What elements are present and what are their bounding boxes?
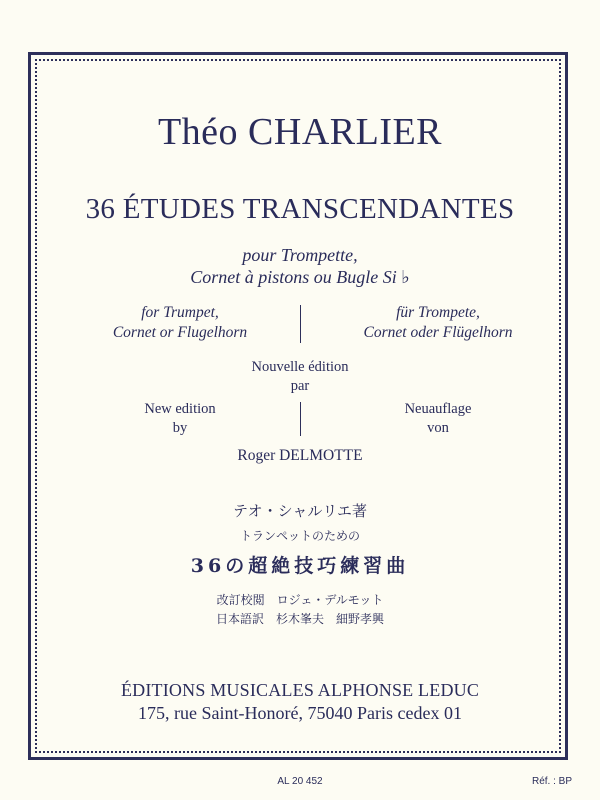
catalog-number: AL 20 452 xyxy=(277,776,323,787)
instrument-english-line-1: for Trumpet, xyxy=(141,304,219,321)
work-title: 36 ÉTUDES TRANSCENDANTES xyxy=(85,193,515,225)
edition-english-line-1: New edition xyxy=(144,401,216,417)
edition-french xyxy=(0,358,600,396)
publisher-name: ÉDITIONS MUSICALES ALPHONSE LEDUC xyxy=(120,680,480,700)
edition-german-line-2: von xyxy=(427,420,449,436)
editor-name: Roger DELMOTTE xyxy=(237,447,363,464)
instrument-german xyxy=(318,303,558,343)
edition-german-line-1: Neuauflage xyxy=(404,401,472,417)
japanese-subtitle: トランペットのための xyxy=(239,529,360,543)
instrument-french xyxy=(0,244,600,288)
japanese-author: テオ・シャルリエ著 xyxy=(232,502,368,520)
column-divider xyxy=(300,305,301,343)
composer-name: Théo CHARLIER xyxy=(157,111,443,153)
instrument-german-line-2: Cornet oder Flügelhorn xyxy=(363,324,513,341)
edition-german xyxy=(318,400,558,438)
reference-code: Réf. : BP xyxy=(532,776,573,787)
edition-english xyxy=(60,400,300,438)
instrument-english xyxy=(60,303,300,343)
publisher-address: 175, rue Saint-Honoré, 75040 Paris cedex 01 xyxy=(138,703,462,723)
edition-english-line-2: by xyxy=(172,420,188,436)
japanese-translation: 日本語訳 杉木峯夫 細野孝興 xyxy=(215,612,384,626)
edition-french-line-2: par xyxy=(290,378,310,394)
japanese-revision: 改訂校閲 ロジェ・デルモット xyxy=(216,593,384,607)
instrument-french-line-1: pour Trompette, xyxy=(242,245,358,265)
instrument-english-line-2: Cornet or Flugelhorn xyxy=(112,324,248,341)
edition-french-line-1: Nouvelle édition xyxy=(251,359,349,375)
column-divider xyxy=(300,402,301,436)
japanese-credits xyxy=(0,591,600,629)
instrument-french-line-2: Cornet à pistons ou Bugle Si ♭ xyxy=(190,267,410,287)
instrument-german-line-1: für Trompete, xyxy=(396,304,480,321)
japanese-title: 36の超絶技巧練習曲 xyxy=(190,555,410,577)
